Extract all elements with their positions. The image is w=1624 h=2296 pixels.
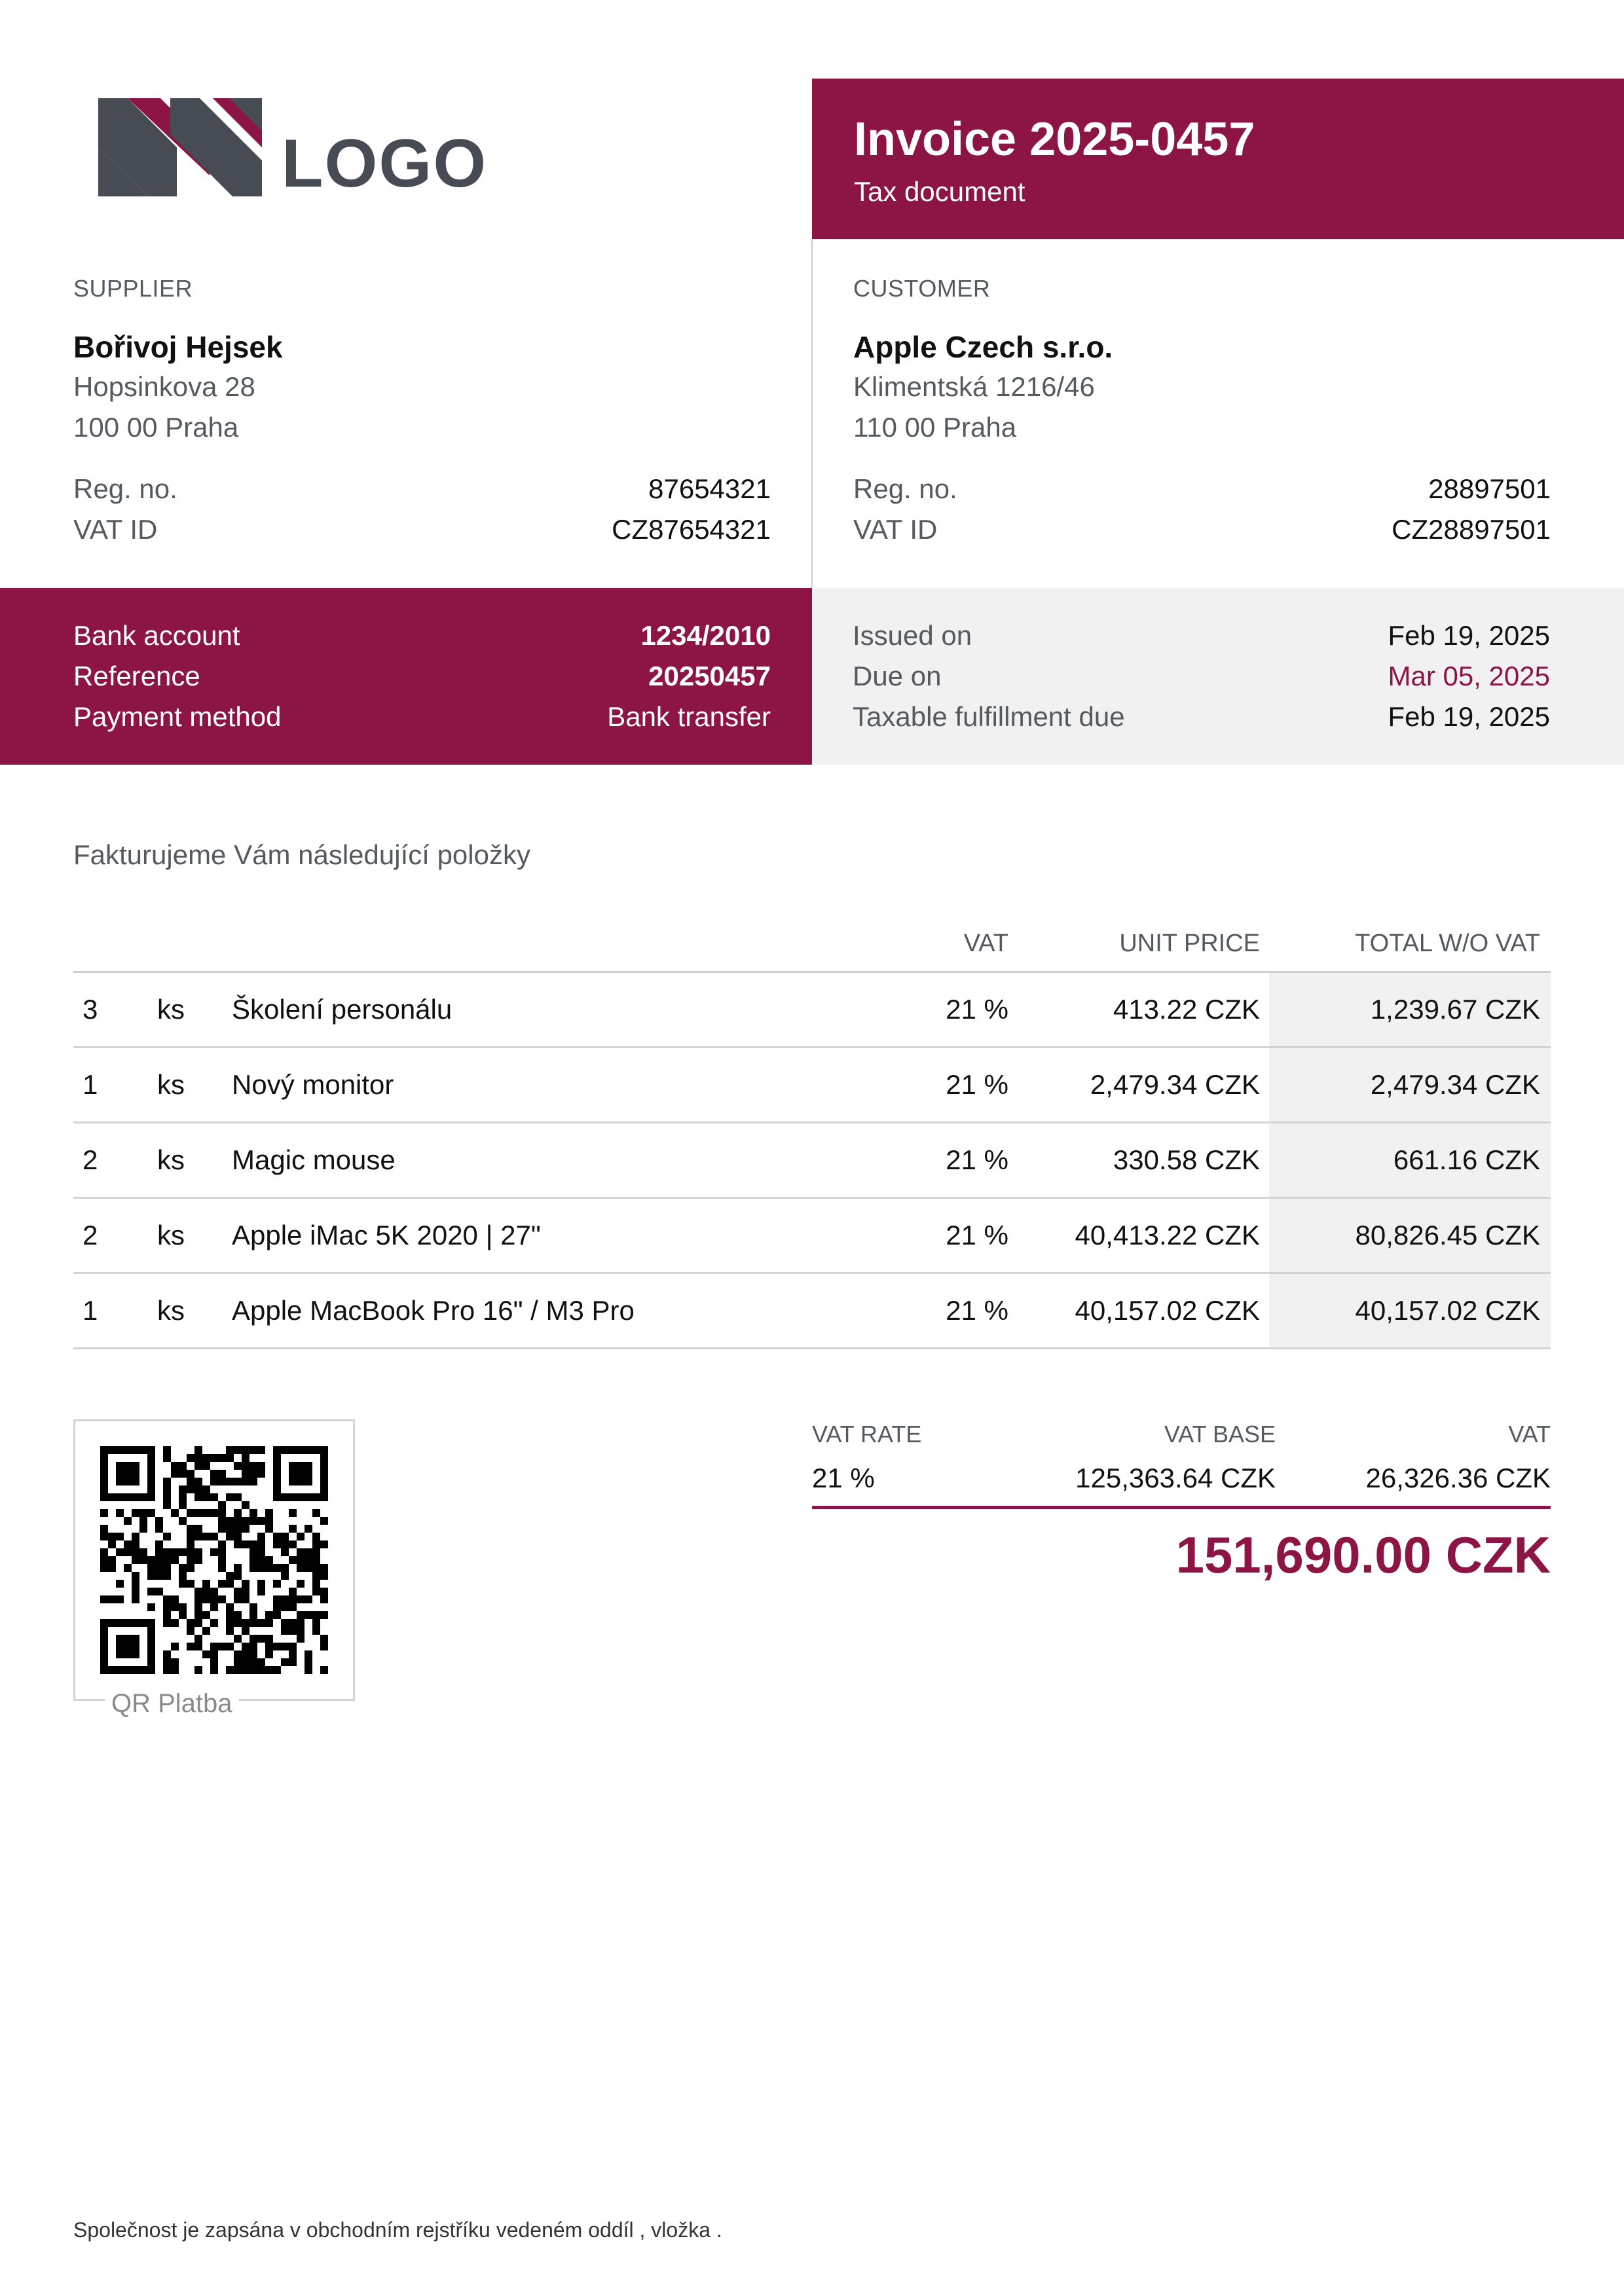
item-unit-price: 40,157.02 CZK	[1075, 1295, 1260, 1326]
header-unit-price: UNIT PRICE	[1119, 930, 1260, 957]
taxable-label: Taxable fulfillment due	[853, 701, 1125, 732]
header-vat-base: VAT BASE	[1164, 1421, 1276, 1448]
item-description: Apple iMac 5K 2020 | 27"	[232, 1220, 541, 1250]
qr-code-icon	[75, 1421, 353, 1699]
customer-reg-value: 28897501	[1428, 473, 1551, 504]
item-unit-price: 330.58 CZK	[1113, 1144, 1260, 1175]
supplier-address-line2: 100 00 Praha	[73, 412, 239, 443]
due-value: Mar 05, 2025	[1388, 661, 1550, 691]
item-qty: 1	[83, 1069, 98, 1100]
header-vat-amount: VAT	[1508, 1421, 1551, 1448]
supplier-reg-label: Reg. no.	[73, 473, 177, 504]
customer-address-line1: Klimentská 1216/46	[853, 371, 1095, 402]
item-qty: 1	[83, 1295, 98, 1326]
vat-base-value: 125,363.64 CZK	[1075, 1463, 1276, 1493]
supplier-vat-row	[73, 509, 771, 550]
item-total: 40,157.02 CZK	[1355, 1295, 1540, 1326]
item-vat: 21 %	[946, 1069, 1008, 1100]
header-total: TOTAL W/O VAT	[1355, 930, 1540, 957]
table-row	[73, 1274, 1551, 1349]
item-description: Apple MacBook Pro 16" / M3 Pro	[232, 1295, 635, 1326]
bank-account-row	[73, 615, 771, 656]
column-divider	[811, 239, 813, 588]
item-total: 2,479.34 CZK	[1370, 1069, 1540, 1100]
item-unit: ks	[157, 1220, 185, 1250]
item-qty: 2	[83, 1220, 98, 1250]
supplier-name: Bořivoj Hejsek	[73, 330, 283, 364]
item-description: Nový monitor	[232, 1069, 394, 1100]
logo-wordmark: LOGO	[282, 126, 488, 202]
bank-account-label: Bank account	[73, 620, 240, 651]
item-qty: 2	[83, 1144, 98, 1175]
invoice-header	[812, 79, 1624, 239]
item-vat: 21 %	[946, 1144, 1008, 1175]
item-total: 661.16 CZK	[1393, 1144, 1540, 1175]
item-vat: 21 %	[946, 1220, 1008, 1250]
item-unit: ks	[157, 1144, 185, 1175]
reference-value: 20250457	[648, 661, 771, 691]
qr-code	[73, 1419, 355, 1701]
header-vat: VAT	[963, 930, 1008, 957]
customer-vat-row	[853, 509, 1551, 550]
supplier-reg-value: 87654321	[648, 473, 771, 504]
customer-address-line2: 110 00 Praha	[853, 412, 1017, 443]
issued-value: Feb 19, 2025	[1388, 620, 1550, 651]
issued-row	[853, 615, 1550, 656]
logo-icon	[98, 98, 262, 196]
vat-summary-row	[812, 1453, 1551, 1509]
taxable-value: Feb 19, 2025	[1388, 701, 1550, 732]
items-table	[73, 913, 1551, 1349]
table-row	[73, 1048, 1551, 1123]
vat-summary	[812, 1414, 1551, 1584]
item-unit-price: 2,479.34 CZK	[1090, 1069, 1260, 1100]
item-qty: 3	[83, 994, 98, 1025]
invoice-title: Invoice 2025-0457	[854, 113, 1255, 166]
item-unit: ks	[157, 1069, 185, 1100]
supplier-vat-value: CZ87654321	[612, 514, 771, 545]
items-table-header	[73, 913, 1551, 973]
item-total: 1,239.67 CZK	[1370, 994, 1540, 1025]
supplier-address-line1: Hopsinkova 28	[73, 371, 255, 402]
supplier-reg-row	[73, 469, 771, 509]
item-unit: ks	[157, 994, 185, 1025]
issued-label: Issued on	[853, 620, 972, 651]
customer-vat-label: VAT ID	[853, 514, 938, 545]
item-description: Školení personálu	[232, 994, 452, 1025]
header-vat-rate: VAT RATE	[812, 1421, 922, 1448]
intro-text: Fakturujeme Vám následující položky	[73, 839, 530, 870]
vat-amount-value: 26,326.36 CZK	[1365, 1463, 1551, 1493]
footer-note: Společnost je zapsána v obchodním rejstříku vedeném oddíl , vložka .	[73, 2218, 722, 2242]
item-total: 80,826.45 CZK	[1355, 1220, 1540, 1250]
supplier-section	[73, 275, 771, 550]
customer-reg-label: Reg. no.	[853, 473, 957, 504]
item-vat: 21 %	[946, 1295, 1008, 1326]
item-vat: 21 %	[946, 994, 1008, 1025]
customer-name: Apple Czech s.r.o.	[853, 330, 1113, 364]
payment-band	[0, 588, 812, 765]
vat-summary-header	[812, 1414, 1551, 1453]
payment-method-row	[73, 697, 771, 737]
bank-account-value: 1234/2010	[640, 620, 771, 651]
table-row	[73, 1123, 1551, 1199]
payment-method-value: Bank transfer	[607, 701, 771, 732]
due-row	[853, 656, 1550, 697]
item-unit: ks	[157, 1295, 185, 1326]
customer-reg-row	[853, 469, 1551, 509]
item-unit-price: 40,413.22 CZK	[1075, 1220, 1260, 1250]
customer-vat-value: CZ28897501	[1392, 514, 1551, 545]
table-row	[73, 1199, 1551, 1274]
item-description: Magic mouse	[232, 1144, 396, 1175]
grand-total: 151,690.00 CZK	[1175, 1526, 1551, 1584]
table-row	[73, 973, 1551, 1048]
reference-label: Reference	[73, 661, 200, 691]
supplier-vat-label: VAT ID	[73, 514, 158, 545]
dates-band	[812, 588, 1624, 765]
due-label: Due on	[853, 661, 942, 691]
item-unit-price: 413.22 CZK	[1113, 994, 1260, 1025]
customer-section	[853, 275, 1551, 550]
supplier-label: SUPPLIER	[73, 275, 193, 302]
payment-method-label: Payment method	[73, 701, 282, 732]
vat-rate-value: 21 %	[812, 1463, 875, 1493]
taxable-row	[853, 697, 1550, 737]
qr-label: QR Platba	[105, 1688, 239, 1719]
customer-label: CUSTOMER	[853, 275, 991, 302]
invoice-subtitle: Tax document	[854, 176, 1025, 207]
reference-row	[73, 656, 771, 697]
